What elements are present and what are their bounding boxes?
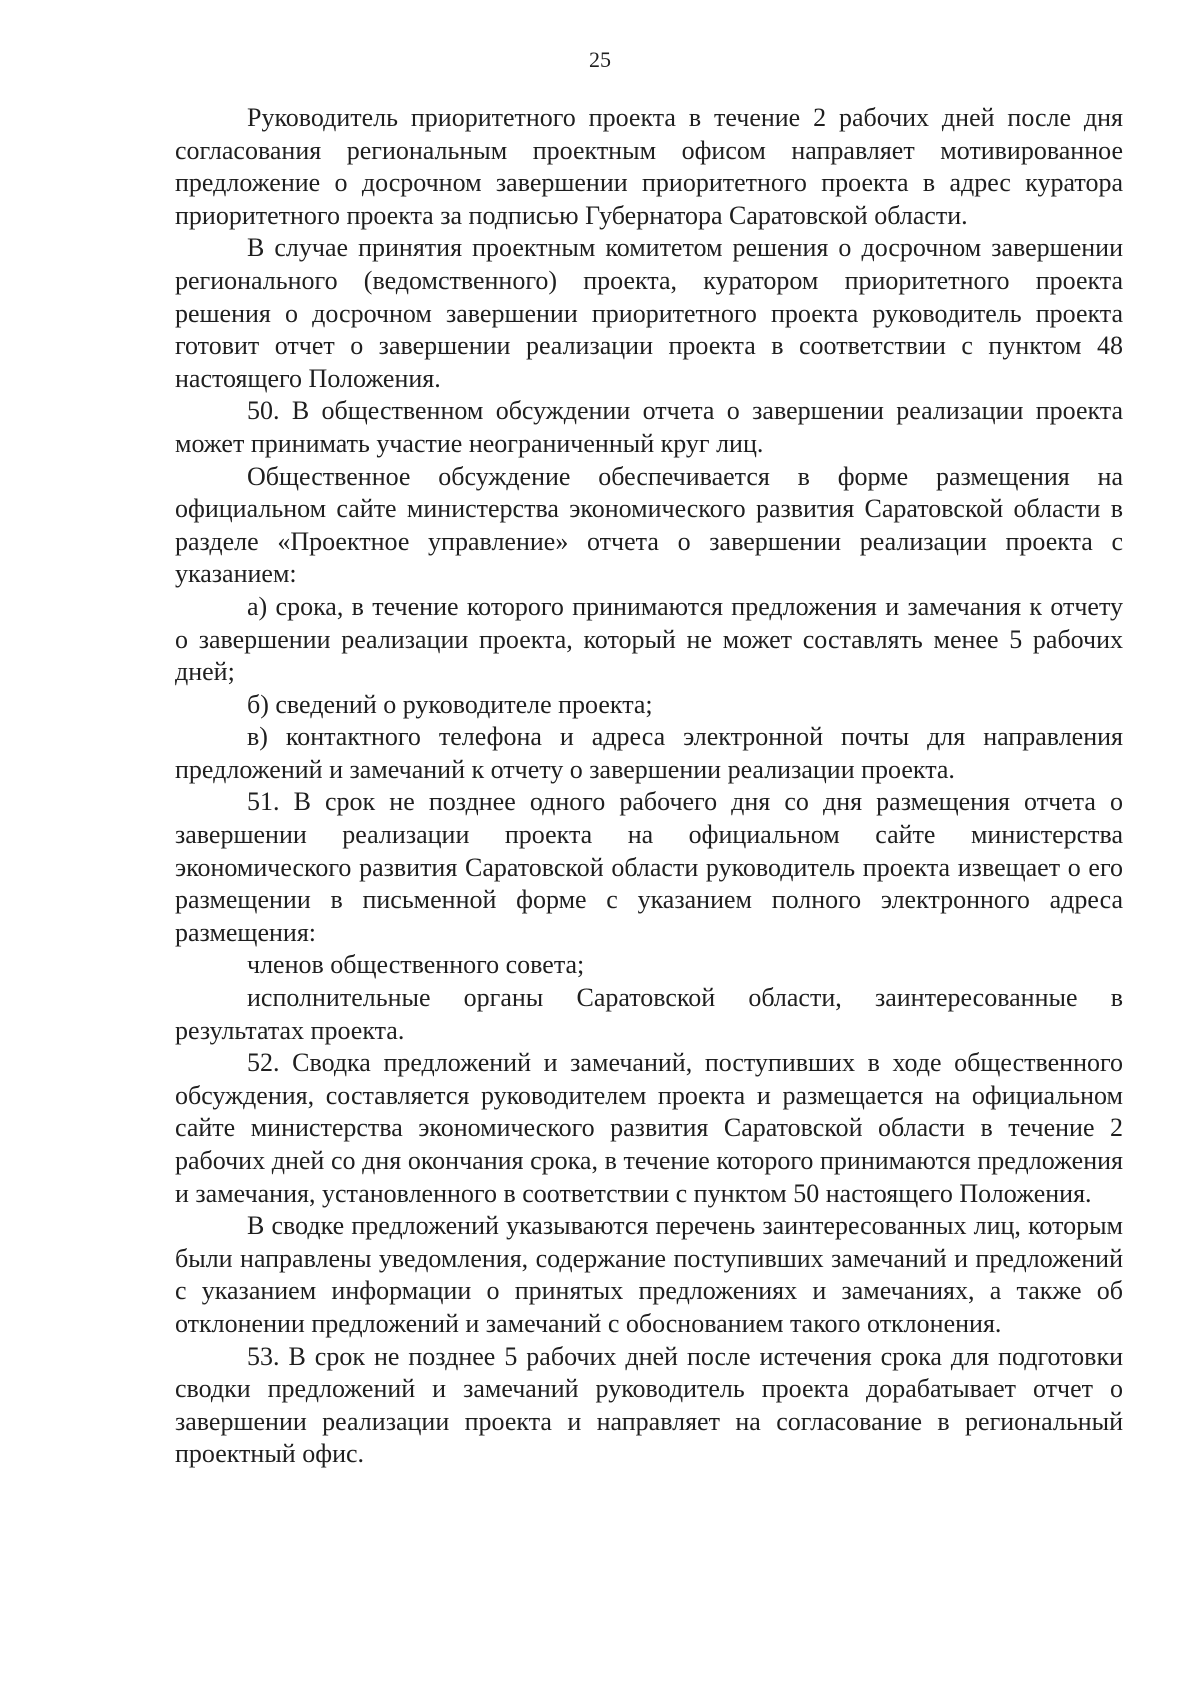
page-number: 25: [589, 47, 611, 72]
paragraph-clause-53: 53. В срок не позднее 5 рабочих дней после истечения срока для подготовки сводки предложений и замечаний руководитель проекта дорабатывает отчет о завершении реализации проекта и направляет на согласование в региональный проектный офис.: [175, 1341, 1123, 1469]
list-item-executive-bodies: исполнительные органы Саратовской области, заинтересованные в результатах проекта.: [175, 983, 1123, 1045]
list-item-b: б) сведений о руководителе проекта;: [247, 689, 653, 719]
list-item-v: в) контактного телефона и адреса электронной почты для направления предложений и замечаний к отчету о завершении реализации проекта.: [175, 722, 1123, 784]
list-item-a: а) срока, в течение которого принимаются предложения и замечания к отчету о завершении реализации проекта, который не может составлять менее 5 рабочих дней;: [175, 591, 1123, 687]
paragraph-early-completion-proposal: Руководитель приоритетного проекта в течение 2 рабочих дней после дня согласования региональным проектным офисом направляет мотивированное предложение о досрочном завершении приоритетного проекта в адрес куратора приоритетного проекта за подписью Губернатора Саратовской области.: [175, 103, 1123, 230]
paragraph-committee-decision: В случае принятия проектным комитетом решения о досрочном завершении регионального (ведомственного) проекта, куратором приоритетного проекта решения о досрочном завершении приоритетного проекта руководитель проекта готовит отчет о завершении реализации проекта в соответствии с пунктом 48 настоящего Положения.: [175, 233, 1123, 393]
paragraph-clause-52: 52. Сводка предложений и замечаний, поступивших в ходе общественного обсуждения, составляется руководителем проекта и размещается на официальном сайте министерства экономического развития Саратовской области в течение 2 рабочих дней со дня окончания срока, в течение которого принимаются предложения и замечания, установленного в соответствии с пунктом 50 настоящего Положения.: [175, 1048, 1123, 1208]
paragraph-clause-51: 51. В срок не позднее одного рабочего дня со дня размещения отчета о завершении реализации проекта на официальном сайте министерства экономического развития Саратовской области руководитель проекта извещает о его размещении в письменной форме с указанием полного электронного адреса размещения:: [175, 787, 1123, 947]
paragraph-clause-50: 50. В общественном обсуждении отчета о завершении реализации проекта может принимать участие неограниченный круг лиц.: [175, 396, 1123, 458]
document-body: [175, 102, 1123, 1471]
paragraph-summary-contents: В сводке предложений указываются перечень заинтересованных лиц, которым были направлены уведомления, содержание поступивших замечаний и предложений с указанием информации о принятых предложениях и замечаниях, а также об отклонении предложений и замечаний с обоснованием такого отклонения.: [175, 1211, 1123, 1338]
paragraph-public-discussion: Общественное обсуждение обеспечивается в форме размещения на официальном сайте министерства экономического развития Саратовской области в разделе «Проектное управление» отчета о завершении реализации проекта с указанием:: [175, 461, 1123, 589]
list-item-public-council: членов общественного совета;: [247, 950, 585, 980]
